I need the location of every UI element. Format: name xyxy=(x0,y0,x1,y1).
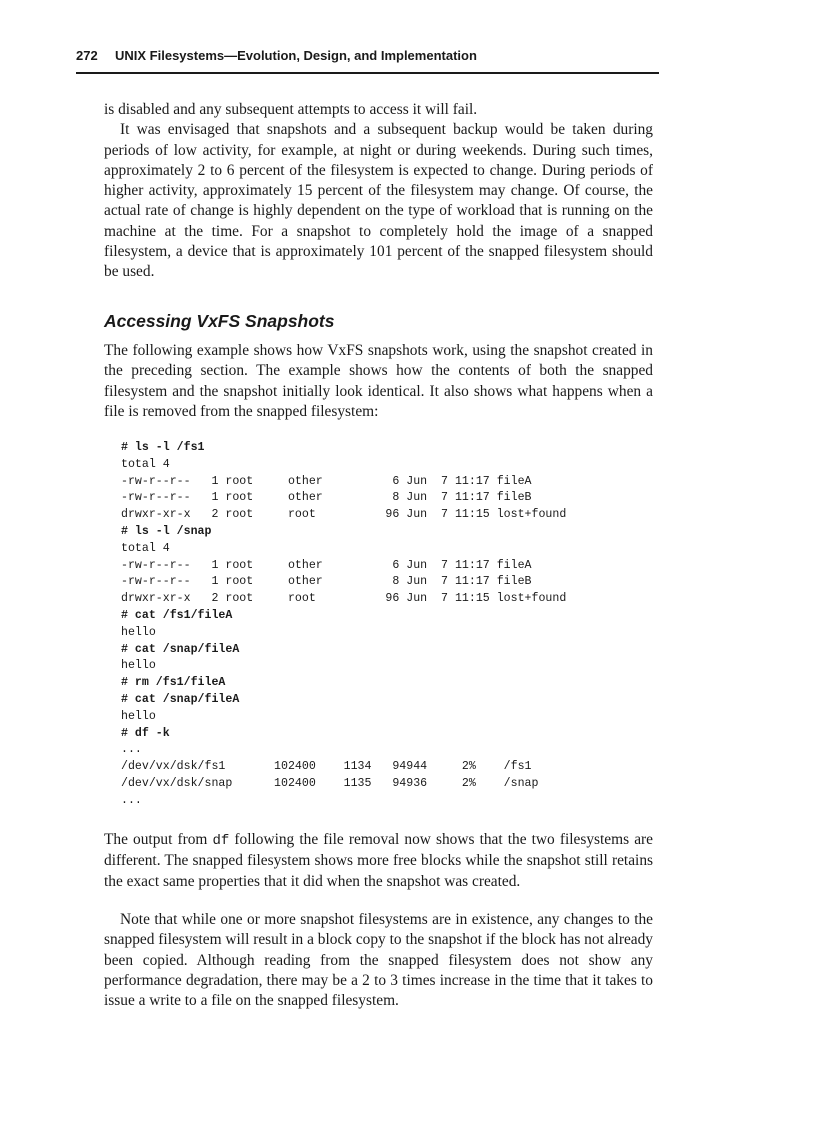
code-command-line: # df -k xyxy=(121,726,170,740)
code-command-line: # rm /fs1/fileA xyxy=(121,676,226,690)
code-command-line: # cat /snap/fileA xyxy=(121,692,240,706)
code-output-line: hello xyxy=(121,709,156,723)
page-number: 272 xyxy=(76,48,98,63)
code-output-line: hello xyxy=(121,659,156,673)
paragraph-intro: The following example shows how VxFS snapshots work, using the snapshot created in the preceding section. The example shows how the contents of both the snapped filesystem and the snapshot initially look identical. It also shows what happens when a file is removed from the snapped filesystem: xyxy=(104,342,653,420)
code-output-line: drwxr-xr-x 2 root root 96 Jun 7 11:15 lost+found xyxy=(121,508,567,522)
section-heading: Accessing VxFS Snapshots xyxy=(104,311,335,331)
code-output-line: /dev/vx/dsk/fs1 102400 1134 94944 2% /fs1 xyxy=(121,760,532,774)
code-output-line: drwxr-xr-x 2 root root 96 Jun 7 11:15 lost+found xyxy=(121,592,567,606)
code-output-line: -rw-r--r-- 1 root other 6 Jun 7 11:17 fileA xyxy=(121,474,532,488)
code-output-line: -rw-r--r-- 1 root other 6 Jun 7 11:17 fileA xyxy=(121,558,532,572)
paragraph-df-output xyxy=(104,830,653,892)
code-output-line: -rw-r--r-- 1 root other 8 Jun 7 11:17 fileB xyxy=(121,575,532,589)
code-listing xyxy=(121,440,566,810)
code-output-line: ... xyxy=(121,743,142,757)
code-command-line: # ls -l /fs1 xyxy=(121,441,205,454)
paragraph-continuation: is disabled and any subsequent attempts to access it will fail. xyxy=(104,101,478,118)
code-command-line: # cat /snap/fileA xyxy=(121,642,240,656)
running-title: UNIX Filesystems—Evolution, Design, and Implementation xyxy=(115,48,477,63)
page-header xyxy=(76,44,659,74)
body-block-top xyxy=(104,100,653,283)
code-output-line: ... xyxy=(121,793,142,807)
code-output-line: total 4 xyxy=(121,541,170,555)
code-output-line: -rw-r--r-- 1 root other 8 Jun 7 11:17 fileB xyxy=(121,491,532,505)
code-output-line: hello xyxy=(121,625,156,639)
code-command-line: # ls -l /snap xyxy=(121,524,212,538)
paragraph-note: Note that while one or more snapshot filesystems are in existence, any changes to the snapped filesystem will result in a block copy to the snapshot if the block has not already been copied. Although reading from the snapped filesystem does not show any performance degradation, there may be a 2 to 3 times increase in the time that it takes to issue a write to a file on the snapped filesystem. xyxy=(104,911,653,1010)
code-output-line: /dev/vx/dsk/snap 102400 1135 94936 2% /snap xyxy=(121,776,539,790)
code-output-line: total 4 xyxy=(121,457,170,471)
paragraph-df-after: following the file removal now shows that the two filesystems are different. The snapped filesystem shows more free blocks while the snapshot still retains the exact same properties that it did when the snapshot was created. xyxy=(104,831,653,890)
code-command-line: # cat /fs1/fileA xyxy=(121,608,233,622)
inline-code-df: df xyxy=(212,833,230,849)
paragraph-df-before: The output from xyxy=(104,831,213,848)
paragraph-envisaged: It was envisaged that snapshots and a subsequent backup would be taken during periods of low activity, for example, at night or during weekends. During such times, approximately 2 to 6 percent of the filesystem is expected to change. During periods of higher activity, approximately 15 percent of the filesystem may change. Of course, the actual rate of change is highly dependent on the type of workload that is running on the machine at the time. For a snapshot to completely hold the image of a snapped filesystem, a device that is approximately 101 percent of the snapped filesystem should be used. xyxy=(104,121,653,281)
